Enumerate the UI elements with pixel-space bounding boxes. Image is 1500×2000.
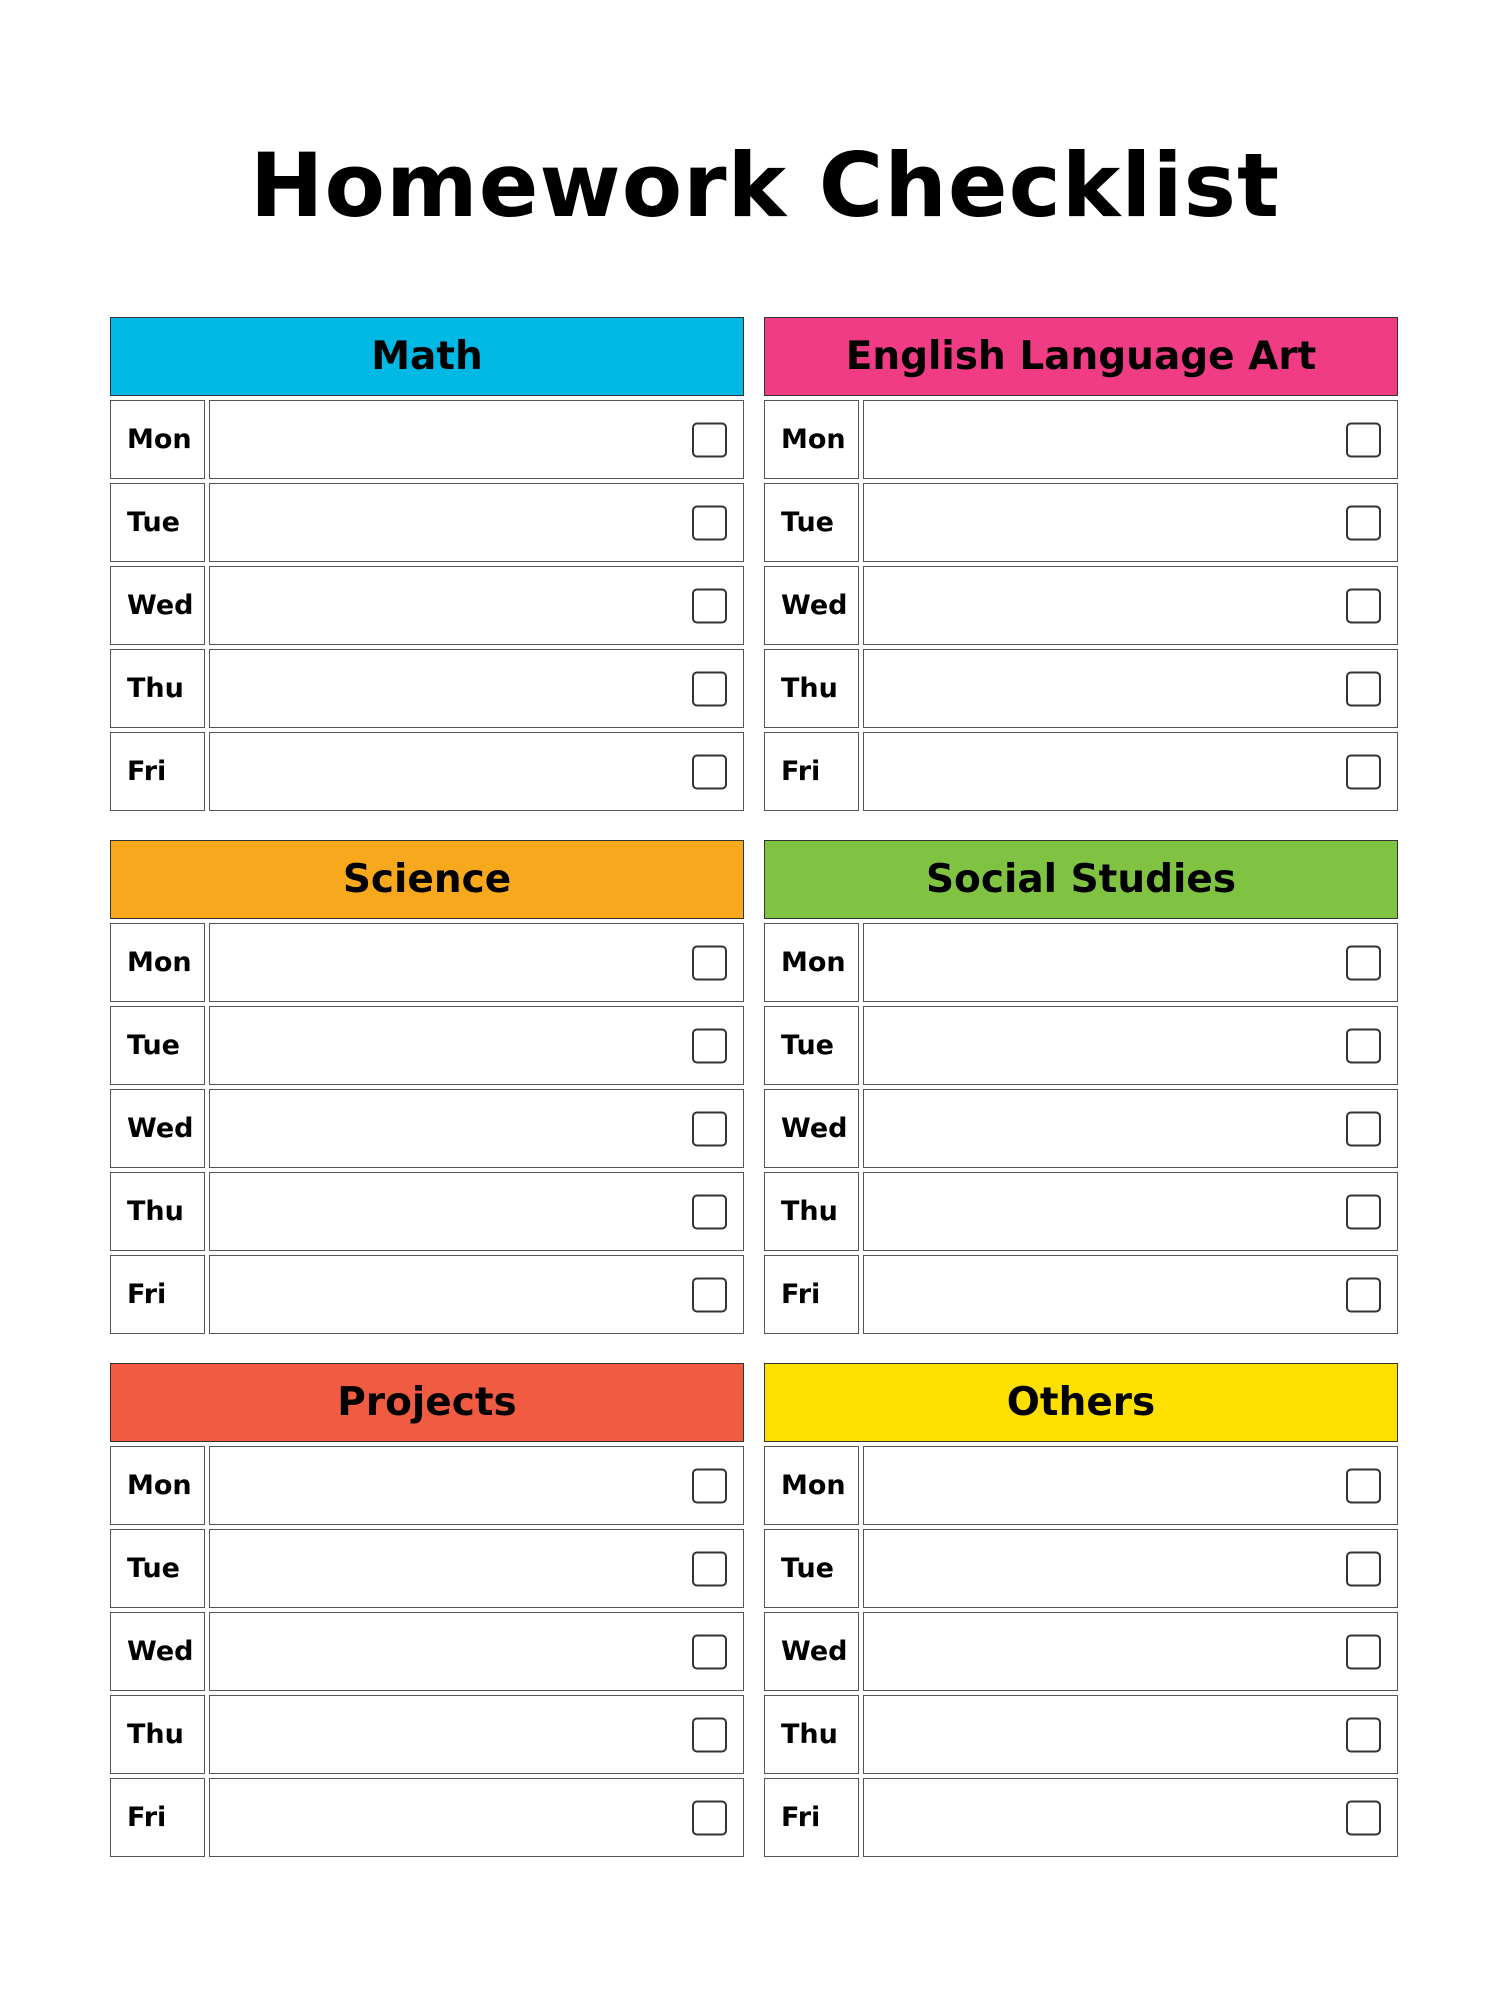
section-rows bbox=[764, 400, 1398, 811]
checkbox-icon[interactable] bbox=[1346, 1468, 1381, 1503]
day-label: Mon bbox=[764, 1446, 859, 1525]
checkbox-icon[interactable] bbox=[1346, 945, 1381, 980]
day-label: Mon bbox=[110, 923, 205, 1002]
day-label: Thu bbox=[764, 649, 859, 728]
day-label: Wed bbox=[110, 1089, 205, 1168]
day-label: Wed bbox=[110, 1612, 205, 1691]
task-entry-field[interactable] bbox=[209, 1006, 744, 1085]
checkbox-icon[interactable] bbox=[1346, 422, 1381, 457]
section-header-math: Math bbox=[110, 317, 744, 396]
checkbox-icon[interactable] bbox=[1346, 1551, 1381, 1586]
day-label: Wed bbox=[764, 1612, 859, 1691]
task-entry-field[interactable] bbox=[863, 923, 1398, 1002]
day-label: Tue bbox=[110, 483, 205, 562]
checkbox-icon[interactable] bbox=[1346, 1028, 1381, 1063]
checkbox-icon[interactable] bbox=[692, 422, 727, 457]
checklist-row bbox=[110, 1612, 744, 1691]
checkbox-icon[interactable] bbox=[1346, 505, 1381, 540]
section-header-projects: Projects bbox=[110, 1363, 744, 1442]
task-entry-field[interactable] bbox=[209, 649, 744, 728]
task-entry-field[interactable] bbox=[863, 1778, 1398, 1857]
task-entry-field[interactable] bbox=[209, 1172, 744, 1251]
section-projects bbox=[110, 1363, 744, 1857]
checkbox-icon[interactable] bbox=[1346, 1194, 1381, 1229]
task-entry-field[interactable] bbox=[863, 1255, 1398, 1334]
day-label: Fri bbox=[110, 1778, 205, 1857]
checklist-row bbox=[764, 732, 1398, 811]
task-entry-field[interactable] bbox=[863, 732, 1398, 811]
checkbox-icon[interactable] bbox=[1346, 1111, 1381, 1146]
checklist-row bbox=[764, 1612, 1398, 1691]
section-header-science: Science bbox=[110, 840, 744, 919]
checkbox-icon[interactable] bbox=[692, 1634, 727, 1669]
checklist-row bbox=[764, 1446, 1398, 1525]
checklist-row bbox=[110, 483, 744, 562]
checkbox-icon[interactable] bbox=[1346, 1277, 1381, 1312]
day-label: Thu bbox=[110, 1172, 205, 1251]
day-label: Tue bbox=[110, 1529, 205, 1608]
checkbox-icon[interactable] bbox=[1346, 1634, 1381, 1669]
day-label: Fri bbox=[764, 1255, 859, 1334]
checkbox-icon[interactable] bbox=[692, 1800, 727, 1835]
day-label: Wed bbox=[764, 566, 859, 645]
checklist-row bbox=[110, 1172, 744, 1251]
checklist-row bbox=[110, 1255, 744, 1334]
checklist-row bbox=[764, 1778, 1398, 1857]
day-label: Tue bbox=[764, 483, 859, 562]
task-entry-field[interactable] bbox=[209, 1695, 744, 1774]
day-label: Thu bbox=[764, 1172, 859, 1251]
day-label: Tue bbox=[764, 1006, 859, 1085]
task-entry-field[interactable] bbox=[209, 1089, 744, 1168]
day-label: Fri bbox=[110, 732, 205, 811]
day-label: Mon bbox=[764, 923, 859, 1002]
section-rows bbox=[110, 923, 744, 1334]
checklist-row bbox=[764, 1695, 1398, 1774]
section-others bbox=[764, 1363, 1398, 1857]
checkbox-icon[interactable] bbox=[692, 1468, 727, 1503]
checklist-row bbox=[110, 1778, 744, 1857]
checklist-row bbox=[110, 732, 744, 811]
task-entry-field[interactable] bbox=[209, 923, 744, 1002]
checklist-row bbox=[764, 1006, 1398, 1085]
task-entry-field[interactable] bbox=[863, 400, 1398, 479]
task-entry-field[interactable] bbox=[863, 1612, 1398, 1691]
task-entry-field[interactable] bbox=[209, 1612, 744, 1691]
checklist-row bbox=[764, 483, 1398, 562]
checkbox-icon[interactable] bbox=[692, 1111, 727, 1146]
checklist-grid bbox=[110, 317, 1400, 1857]
checklist-row bbox=[110, 1695, 744, 1774]
checklist-row bbox=[764, 400, 1398, 479]
checkbox-icon[interactable] bbox=[692, 588, 727, 623]
checklist-row bbox=[110, 1089, 744, 1168]
checklist-row bbox=[110, 1006, 744, 1085]
section-header-social-studies: Social Studies bbox=[764, 840, 1398, 919]
section-science bbox=[110, 840, 744, 1334]
day-label: Mon bbox=[110, 400, 205, 479]
task-entry-field[interactable] bbox=[209, 566, 744, 645]
task-entry-field[interactable] bbox=[209, 400, 744, 479]
task-entry-field[interactable] bbox=[209, 1529, 744, 1608]
checkbox-icon[interactable] bbox=[692, 671, 727, 706]
checkbox-icon[interactable] bbox=[1346, 754, 1381, 789]
section-rows bbox=[110, 400, 744, 811]
task-entry-field[interactable] bbox=[863, 1006, 1398, 1085]
checklist-row bbox=[764, 1172, 1398, 1251]
task-entry-field[interactable] bbox=[863, 1529, 1398, 1608]
task-entry-field[interactable] bbox=[863, 1695, 1398, 1774]
checklist-row bbox=[110, 1529, 744, 1608]
checklist-row bbox=[764, 923, 1398, 1002]
checkbox-icon[interactable] bbox=[1346, 1800, 1381, 1835]
section-math bbox=[110, 317, 744, 811]
section-rows bbox=[764, 923, 1398, 1334]
checkbox-icon[interactable] bbox=[692, 1028, 727, 1063]
checklist-row bbox=[764, 566, 1398, 645]
page-title: Homework Checklist bbox=[249, 134, 1281, 237]
checkbox-icon[interactable] bbox=[1346, 588, 1381, 623]
checklist-row bbox=[110, 400, 744, 479]
section-header-others: Others bbox=[764, 1363, 1398, 1442]
task-entry-field[interactable] bbox=[209, 732, 744, 811]
checklist-row bbox=[764, 1089, 1398, 1168]
section-rows bbox=[110, 1446, 744, 1857]
task-entry-field[interactable] bbox=[863, 1172, 1398, 1251]
section-header-english: English Language Art bbox=[764, 317, 1398, 396]
checklist-row bbox=[110, 923, 744, 1002]
checkbox-icon[interactable] bbox=[692, 1277, 727, 1312]
section-english bbox=[764, 317, 1398, 811]
task-entry-field[interactable] bbox=[863, 1446, 1398, 1525]
checklist-row bbox=[764, 1255, 1398, 1334]
task-entry-field[interactable] bbox=[863, 649, 1398, 728]
checkbox-icon[interactable] bbox=[1346, 1717, 1381, 1752]
day-label: Thu bbox=[110, 1695, 205, 1774]
task-entry-field[interactable] bbox=[209, 1446, 744, 1525]
day-label: Mon bbox=[110, 1446, 205, 1525]
checkbox-icon[interactable] bbox=[1346, 671, 1381, 706]
checkbox-icon[interactable] bbox=[692, 945, 727, 980]
checkbox-icon[interactable] bbox=[692, 505, 727, 540]
section-rows bbox=[764, 1446, 1398, 1857]
day-label: Thu bbox=[764, 1695, 859, 1774]
checklist-row bbox=[110, 566, 744, 645]
day-label: Wed bbox=[764, 1089, 859, 1168]
day-label: Fri bbox=[764, 1778, 859, 1857]
task-entry-field[interactable] bbox=[209, 483, 744, 562]
checkbox-icon[interactable] bbox=[692, 1194, 727, 1229]
checkbox-icon[interactable] bbox=[692, 754, 727, 789]
checklist-row bbox=[110, 1446, 744, 1525]
day-label: Tue bbox=[764, 1529, 859, 1608]
checklist-row bbox=[110, 649, 744, 728]
checkbox-icon[interactable] bbox=[692, 1717, 727, 1752]
day-label: Fri bbox=[764, 732, 859, 811]
task-entry-field[interactable] bbox=[863, 1089, 1398, 1168]
day-label: Mon bbox=[764, 400, 859, 479]
day-label: Thu bbox=[110, 649, 205, 728]
task-entry-field[interactable] bbox=[863, 566, 1398, 645]
task-entry-field[interactable] bbox=[209, 1778, 744, 1857]
checkbox-icon[interactable] bbox=[692, 1551, 727, 1586]
day-label: Wed bbox=[110, 566, 205, 645]
section-social-studies bbox=[764, 840, 1398, 1334]
day-label: Fri bbox=[110, 1255, 205, 1334]
task-entry-field[interactable] bbox=[863, 483, 1398, 562]
checklist-row bbox=[764, 1529, 1398, 1608]
checklist-row bbox=[764, 649, 1398, 728]
task-entry-field[interactable] bbox=[209, 1255, 744, 1334]
day-label: Tue bbox=[110, 1006, 205, 1085]
